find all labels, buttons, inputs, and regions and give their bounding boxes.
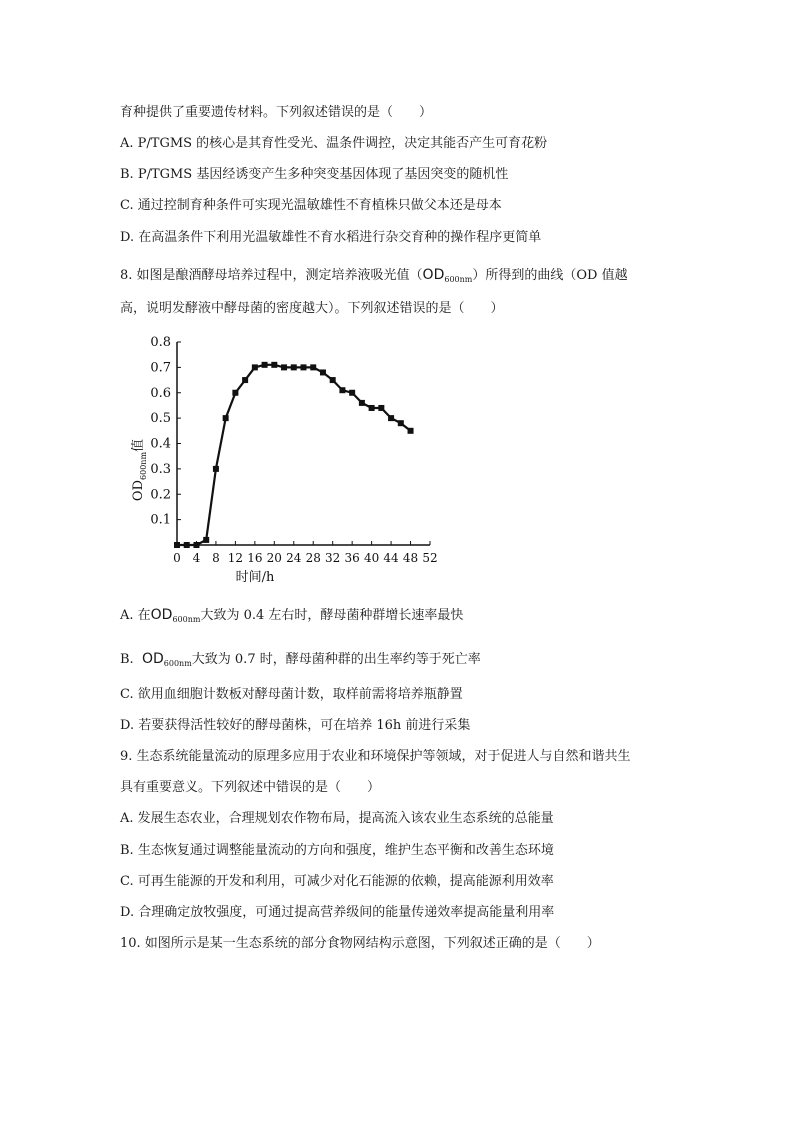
data-point (388, 415, 394, 421)
x-tick-label: 44 (383, 551, 399, 565)
svg-text:OD600nm值: $OD_{600nm}$值 (131, 438, 148, 502)
x-tick-label: 20 (266, 551, 282, 565)
data-point (359, 400, 365, 406)
data-point (213, 466, 219, 472)
q7-option-d: D. 在高温条件下利用光温敏雄性不育水稻进行杂交育种的操作程序更简单 (120, 230, 542, 245)
q8-option-a: A. 在$OD_{600nm}$大致为 0.4 左右时，酵母菌种群增长速率最快 (120, 607, 464, 624)
q9-stem-line1: 9. 生态系统能量流动的原理多应用于农业和环境保护等领域，对于促进人与自然和谐共生 (120, 749, 631, 764)
data-point (339, 387, 345, 393)
data-point (193, 542, 199, 548)
y-tick-label: 0.1 (150, 512, 171, 528)
data-point (232, 390, 238, 396)
y-tick-label: 0.2 (150, 487, 171, 503)
od-growth-chart (120, 330, 450, 590)
x-tick-label: 52 (422, 551, 438, 565)
data-point (281, 364, 287, 370)
od-curve (177, 365, 411, 545)
q7-option-b: B. P/TGMS 基因经诱变产生多种突变基因体现了基因突变的随机性 (120, 167, 509, 182)
q9-option-a: A. 发展生态农业，合理规划农作物布局，提高流入该农业生态系统的总能量 (120, 811, 554, 826)
y-tick-label: 0.5 (150, 411, 171, 427)
y-tick-label: 0.3 (150, 461, 171, 477)
data-point (252, 364, 258, 370)
q8-option-b: B. $OD_{600nm}$大致为 0.7 时，酵母菌种群的出生率约等于死亡率 (120, 651, 481, 668)
x-tick-label: 40 (363, 551, 380, 565)
x-tick-label: 16 (247, 551, 263, 565)
data-point (330, 377, 336, 383)
x-tick-label: 4 (192, 551, 201, 565)
data-point (203, 537, 209, 543)
x-tick-label: 28 (305, 551, 321, 565)
q7-stem-end: 育种提供了重要遗传材料。下列叙述错误的是（ ） (120, 105, 433, 120)
q8-option-d: D. 若要获得活性较好的酵母菌株，可在培养 16h 前进行采集 (120, 718, 471, 733)
y-tick-label: 0.8 (150, 335, 171, 350)
data-point (408, 428, 414, 434)
y-tick-label: 0.4 (150, 436, 171, 452)
q9-option-c: C. 可再生能源的开发和利用，可减少对化石能源的依赖，提高能源利用效率 (120, 874, 554, 889)
y-tick-label: 0.7 (150, 360, 171, 376)
data-point (320, 369, 326, 375)
q7-option-a: A. P/TGMS 的核心是其育性受光、温条件调控，决定其能否产生可育花粉 (120, 136, 548, 151)
q7-option-c: C. 通过控制育种条件可实现光温敏雄性不育植株只做父本还是母本 (120, 198, 502, 213)
data-point (398, 420, 404, 426)
q9-option-d: D. 合理确定放牧强度，可通过提高营养级间的能量传递效率提高能量利用率 (120, 905, 555, 920)
data-point (369, 405, 375, 411)
q9-option-b: B. 生态恢复通过调整能量流动的方向和强度，维护生态平衡和改善生态环境 (120, 843, 554, 858)
q8-stem-line2: 高，说明发酵液中酵母菌的密度越大）。下列叙述错误的是（ ） (120, 301, 504, 316)
data-point (349, 390, 355, 396)
data-point (378, 405, 384, 411)
x-tick-label: 36 (344, 551, 360, 565)
data-point (223, 415, 229, 421)
data-point (271, 362, 277, 368)
data-point (301, 364, 307, 370)
x-tick-label: 48 (402, 551, 419, 565)
x-tick-label: 8 (212, 551, 220, 565)
q8-option-c: C. 欲用血细胞计数板对酵母菌计数，取样前需将培养瓶静置 (120, 687, 463, 702)
x-tick-label: 12 (227, 551, 244, 565)
x-tick-label: 24 (286, 551, 302, 565)
data-point (242, 377, 248, 383)
data-point (184, 542, 190, 548)
y-tick-label: 0.6 (150, 385, 171, 401)
x-axis-label: 时间/h (235, 570, 275, 585)
x-tick-label: 32 (325, 551, 341, 565)
y-axis-label (130, 439, 148, 501)
q10-stem: 10. 如图所示是某一生态系统的部分食物网结构示意图，下列叙述正确的是（ ） (120, 936, 600, 951)
q9-stem-line2: 具有重要意义。下列叙述中错误的是（ ） (120, 780, 381, 795)
q8-stem-line1: 8. 如图是酿酒酵母培养过程中，测定培养液吸光值$(OD_{600nm})$所得到的曲线（OD 值越 (120, 267, 628, 284)
data-point (291, 364, 297, 370)
x-tick-label: 0 (173, 551, 181, 565)
data-point (174, 542, 180, 548)
data-point (262, 362, 268, 368)
data-point (310, 364, 316, 370)
